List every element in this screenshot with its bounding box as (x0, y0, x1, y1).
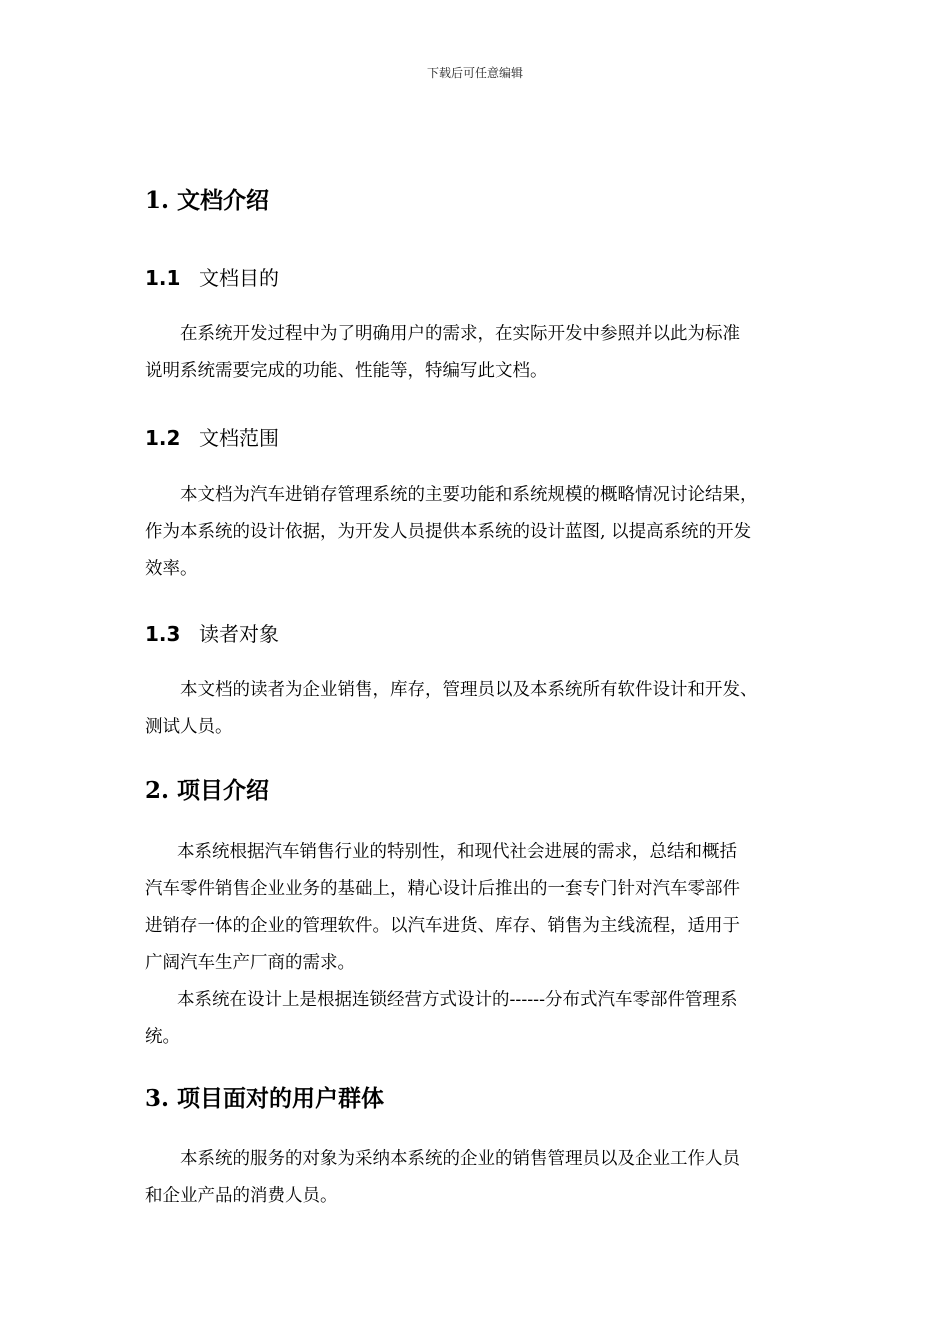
paragraph-line: 和企业产品的消费人员。 (145, 1186, 338, 1206)
paragraph-line: 效率。 (145, 559, 198, 579)
section-1-heading: 1. 文档介绍 (145, 187, 270, 214)
section-3-paragraph (145, 1141, 825, 1215)
paragraph-line: 本系统的服务的对象为采纳本系统的企业的销售管理员以及企业工作人员 (180, 1149, 740, 1169)
paragraph-line: 本系统根据汽车销售行业的特别性，和现代社会进展的需求，总结和概括 (177, 842, 737, 862)
paragraph-line: 进销存一体的企业的管理软件。以汽车进货、库存、销售为主线流程，适用于 (145, 916, 740, 936)
section-title: 读者对象 (199, 622, 279, 646)
section-1-3-paragraph (145, 672, 825, 746)
section-3-heading: 3. 项目面对的用户群体 (145, 1085, 385, 1112)
section-2-paragraph (145, 834, 825, 1056)
section-1-3-heading (145, 618, 279, 647)
section-1-2-paragraph (145, 477, 825, 588)
section-1-1-paragraph (145, 316, 825, 390)
paragraph-line: 汽车零件销售企业业务的基础上，精心设计后推出的一套专门针对汽车零部件 (145, 879, 740, 899)
paragraph-line: 说明系统需要完成的功能、性能等，特编写此文档。 (145, 361, 548, 381)
section-1-1-heading (145, 262, 279, 291)
paragraph-line: 作为本系统的设计依据，为开发人员提供本系统的设计蓝图, 以提高系统的开发 (145, 522, 752, 542)
page-header-note: 下载后可任意编辑 (426, 66, 523, 80)
paragraph-line: 广阔汽车生产厂商的需求。 (145, 953, 355, 973)
section-2-heading: 2. 项目介绍 (145, 777, 270, 804)
paragraph-line: 本系统在设计上是根据连锁经营方式设计的------分布式汽车零部件管理系 (177, 990, 738, 1010)
paragraph-line: 测试人员。 (145, 717, 233, 737)
paragraph-line: 本文档为汽车进销存管理系统的主要功能和系统规模的概略情况讨论结果， (180, 485, 758, 505)
paragraph-line: 统。 (145, 1027, 180, 1047)
paragraph-line: 在系统开发过程中为了明确用户的需求，在实际开发中参照并以此为标准 (180, 324, 740, 344)
section-number: 1.2 (145, 426, 181, 450)
section-title: 文档范围 (199, 426, 279, 450)
section-number: 1.1 (145, 266, 181, 290)
section-title: 文档目的 (199, 266, 279, 290)
section-1-2-heading (145, 422, 279, 451)
paragraph-line: 本文档的读者为企业销售，库存，管理员以及本系统所有软件设计和开发、 (180, 680, 758, 700)
section-number: 1.3 (145, 622, 181, 646)
